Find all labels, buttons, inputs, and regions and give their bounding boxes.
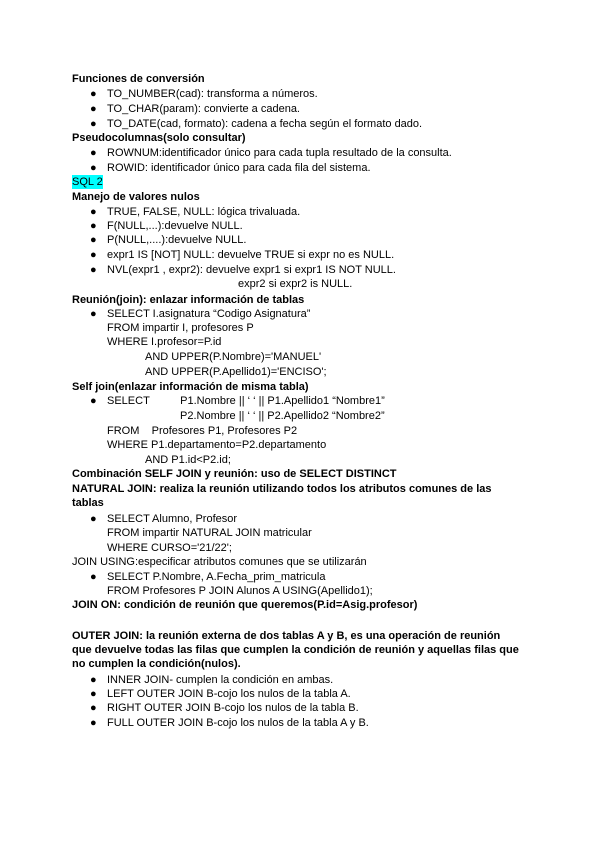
bullet-text: RIGHT OUTER JOIN B-cojo los nulos de la tabla B. xyxy=(107,702,359,714)
bullet-icon: ● xyxy=(90,308,97,320)
bullet-icon: ● xyxy=(90,395,97,407)
text-line: WHERE P1.departamento=P2.departamento xyxy=(107,439,327,451)
section-heading: Combinación SELF JOIN y reunión: uso de SELECT DISTINCT xyxy=(72,468,397,480)
bullet-text: F(NULL,...):devuelve NULL. xyxy=(107,220,243,232)
text-line: AND UPPER(P.Nombre)='MANUEL' xyxy=(145,351,322,363)
bullet-text: SELECT Alumno, Profesor xyxy=(107,513,238,525)
bullet-icon: ● xyxy=(90,118,97,130)
bullet-icon: ● xyxy=(90,206,97,218)
section-heading: no cumplen la condición(nulos). xyxy=(72,658,241,670)
bullet-icon: ● xyxy=(90,688,97,700)
section-heading: NATURAL JOIN: realiza la reunión utilizando todos los atributos comunes de las xyxy=(72,483,492,495)
text-line: expr2 si expr2 is NULL. xyxy=(238,278,353,290)
bullet-text: TO_NUMBER(cad): transforma a números. xyxy=(107,88,318,100)
bullet-icon: ● xyxy=(90,264,97,276)
bullet-icon: ● xyxy=(90,234,97,246)
section-heading: OUTER JOIN: la reunión externa de dos tablas A y B, es una operación de reunión xyxy=(72,630,501,642)
bullet-text: TRUE, FALSE, NULL: lógica trivaluada. xyxy=(107,206,301,218)
bullet-text: SELECT I.asignatura “Codigo Asignatura” xyxy=(107,308,311,320)
bullet-text: LEFT OUTER JOIN B-cojo los nulos de la tabla A. xyxy=(107,688,351,700)
text-line: WHERE I.profesor=P.id xyxy=(107,336,222,348)
text-line: AND P1.id<P2.id; xyxy=(145,454,231,466)
section-heading: JOIN ON: condición de reunión que queremos(P.id=Asig.profesor) xyxy=(72,599,418,611)
bullet-text: INNER JOIN- cumplen la condición en ambas. xyxy=(107,674,334,686)
bullet-text: expr1 IS [NOT] NULL: devuelve TRUE si expr no es NULL. xyxy=(107,249,395,261)
text-line: WHERE CURSO='21/22'; xyxy=(107,542,232,554)
section-heading: Pseudocolumnas(solo consultar) xyxy=(72,132,246,144)
section-heading: Reunión(join): enlazar información de tablas xyxy=(72,294,305,306)
text-line: FROM impartir NATURAL JOIN matricular xyxy=(107,527,312,539)
highlighted-label: SQL 2 xyxy=(72,176,103,188)
bullet-icon: ● xyxy=(90,162,97,174)
bullet-icon: ● xyxy=(90,717,97,729)
bullet-icon: ● xyxy=(90,147,97,159)
bullet-icon: ● xyxy=(90,220,97,232)
bullet-text: ROWID: identificador único para cada fila del sistema. xyxy=(107,162,371,174)
bullet-icon: ● xyxy=(90,674,97,686)
bullet-text: TO_CHAR(param): convierte a cadena. xyxy=(107,103,300,115)
bullet-text: FULL OUTER JOIN B-cojo los nulos de la tabla A y B. xyxy=(107,717,369,729)
section-heading: tablas xyxy=(72,497,104,509)
bullet-text: TO_DATE(cad, formato): cadena a fecha según el formato dado. xyxy=(107,118,423,130)
bullet-icon: ● xyxy=(90,249,97,261)
bullet-text: SELECT P.Nombre, A.Fecha_prim_matricula xyxy=(107,571,326,583)
section-heading: Funciones de conversión xyxy=(72,73,205,85)
section-heading: Self join(enlazar información de misma tabla) xyxy=(72,381,309,393)
text-line: FROM impartir I, profesores P xyxy=(107,322,254,334)
bullet-text: ROWNUM:identificador único para cada tupla resultado de la consulta. xyxy=(107,147,452,159)
bullet-text: SELECT P1.Nombre || ‘ ‘ || P1.Apellido1 “Nombre1” xyxy=(107,395,385,407)
text-line: AND UPPER(P.Apellido1)='ENCISO'; xyxy=(145,366,327,378)
bullet-text: P(NULL,....):devuelve NULL. xyxy=(107,234,247,246)
bullet-icon: ● xyxy=(90,513,97,525)
section-heading: Manejo de valores nulos xyxy=(72,191,200,203)
text-line: FROM Profesores P1, Profesores P2 xyxy=(107,425,298,437)
bullet-icon: ● xyxy=(90,571,97,583)
text-line: P2.Nombre || ‘ ‘ || P2.Apellido2 “Nombre2” xyxy=(180,410,385,422)
section-heading: que devuelve todas las filas que cumplen la condición de reunión y aquellas filas que xyxy=(72,644,519,656)
bullet-icon: ● xyxy=(90,702,97,714)
bullet-text: NVL(expr1 , expr2): devuelve expr1 si expr1 IS NOT NULL. xyxy=(107,264,396,276)
bullet-icon: ● xyxy=(90,103,97,115)
text-line: FROM Profesores P JOIN Alunos A USING(Apellido1); xyxy=(107,585,373,597)
bullet-icon: ● xyxy=(90,88,97,100)
text-line: JOIN USING:especificar atributos comunes que se utilizarán xyxy=(72,556,367,568)
